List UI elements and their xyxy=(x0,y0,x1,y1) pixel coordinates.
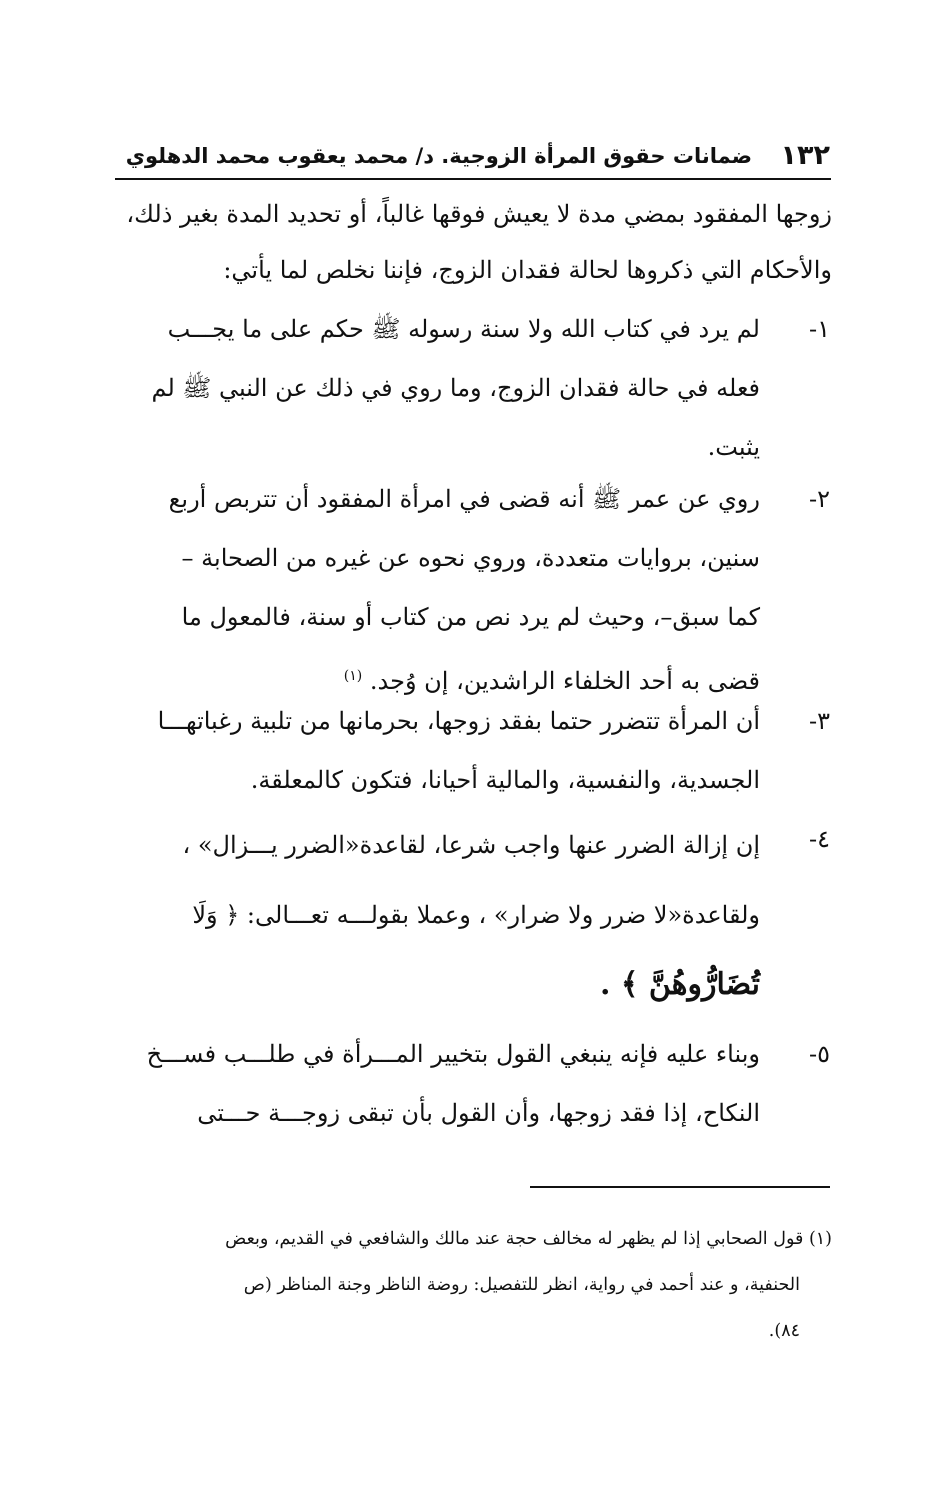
intro-line: زوجها المفقود بمضي مدة لا يعيش فوقها غالباً، أو تحديد المدة بغير ذلك، xyxy=(126,200,832,228)
footnote-line: الحنفية، و عند أحمد في رواية، انظر للتفصيل: روضة الناظر وجنة المناظر (ص xyxy=(243,1275,800,1295)
intro-paragraph xyxy=(110,186,832,298)
running-title: ضمانات حقوق المرأة الزوجية. د/ محمد يعقوب محمد الدهلوي xyxy=(125,144,752,168)
item-text xyxy=(150,300,760,477)
footnote-line xyxy=(110,1216,832,1262)
item-line: ولقاعدة«لا ضرر ولا ضرار» ، وعملا بقولـــه تعـــالى: ﴿ وَلَا xyxy=(192,901,760,929)
item-text xyxy=(150,810,760,1020)
list-item-3 xyxy=(150,692,830,810)
item-number: ٤- xyxy=(809,825,830,853)
list-item-5 xyxy=(146,1025,830,1143)
item-line: روي عن عمر ﷺ أنه قضى في امرأة المفقود أن تتربص أربع xyxy=(168,485,760,513)
item-number: ٥- xyxy=(809,1040,830,1068)
item-number: ٣- xyxy=(809,707,830,735)
footnote-separator xyxy=(530,1186,830,1188)
item-text xyxy=(150,470,760,711)
item-line: كما سبق–، وحيث لم يرد نص من كتاب أو سنة، فالمعول ما xyxy=(181,603,760,631)
intro-line: والأحكام التي ذكروها لحالة فقدان الزوج، فإننا نخلص لما يأتي: xyxy=(223,256,832,284)
item-line: لم يرد في كتاب الله ولا سنة رسوله ﷺ حكم على ما يجـــب xyxy=(167,315,760,343)
page-number: ١٣٢ xyxy=(780,140,830,171)
footnote-marker: (١) xyxy=(808,1229,832,1249)
footnote-line: ٨٤). xyxy=(768,1321,800,1341)
item-number: ١- xyxy=(809,315,830,343)
item-line: فعله في حالة فقدان الزوج، وما روي في ذلك عن النبي ﷺ لم xyxy=(151,374,760,402)
item-text xyxy=(146,1025,760,1143)
item-text xyxy=(150,692,760,810)
item-number: ٢- xyxy=(809,485,830,513)
footnote-ref: (١) xyxy=(343,668,363,684)
running-header xyxy=(115,140,830,182)
item-line: أن المرأة تتضرر حتما بفقد زوجها، بحرمانها من تلبية رغباتهـــا xyxy=(157,707,760,735)
item-line-text: قضى به أحد الخلفاء الراشدين، إن وُجد. xyxy=(369,667,760,695)
header-rule xyxy=(115,178,831,180)
list-item-1 xyxy=(150,300,830,477)
item-line: سنين، بروايات متعددة، وروي نحوه عن غيره من الصحابة – xyxy=(181,544,760,572)
footnote xyxy=(110,1216,832,1354)
list-item-4 xyxy=(150,810,830,1020)
item-line: وبناء عليه فإنه ينبغي القول بتخيير المـــرأة في طلـــب فســـخ xyxy=(146,1040,760,1068)
list-item-2 xyxy=(150,470,830,711)
quran-verse: تُضَارُّوهُنَّ ﴾ . xyxy=(599,967,760,1002)
item-line: إن إزالة الضرر عنها واجب شرعا، لقاعدة«الضرر يـــزال» ، xyxy=(182,831,760,859)
footnote-text: قول الصحابي إذا لم يظهر له مخالف حجة عند مالك والشافعي في القديم، وبعض xyxy=(225,1229,804,1249)
item-line: الجسدية، والنفسية، والمالية أحيانا، فتكون كالمعلقة. xyxy=(250,766,760,794)
item-line: النكاح، إذا فقد زوجها، وأن القول بأن تبقى زوجـــة حـــتى xyxy=(197,1099,760,1127)
item-line: يثبت. xyxy=(707,433,760,461)
